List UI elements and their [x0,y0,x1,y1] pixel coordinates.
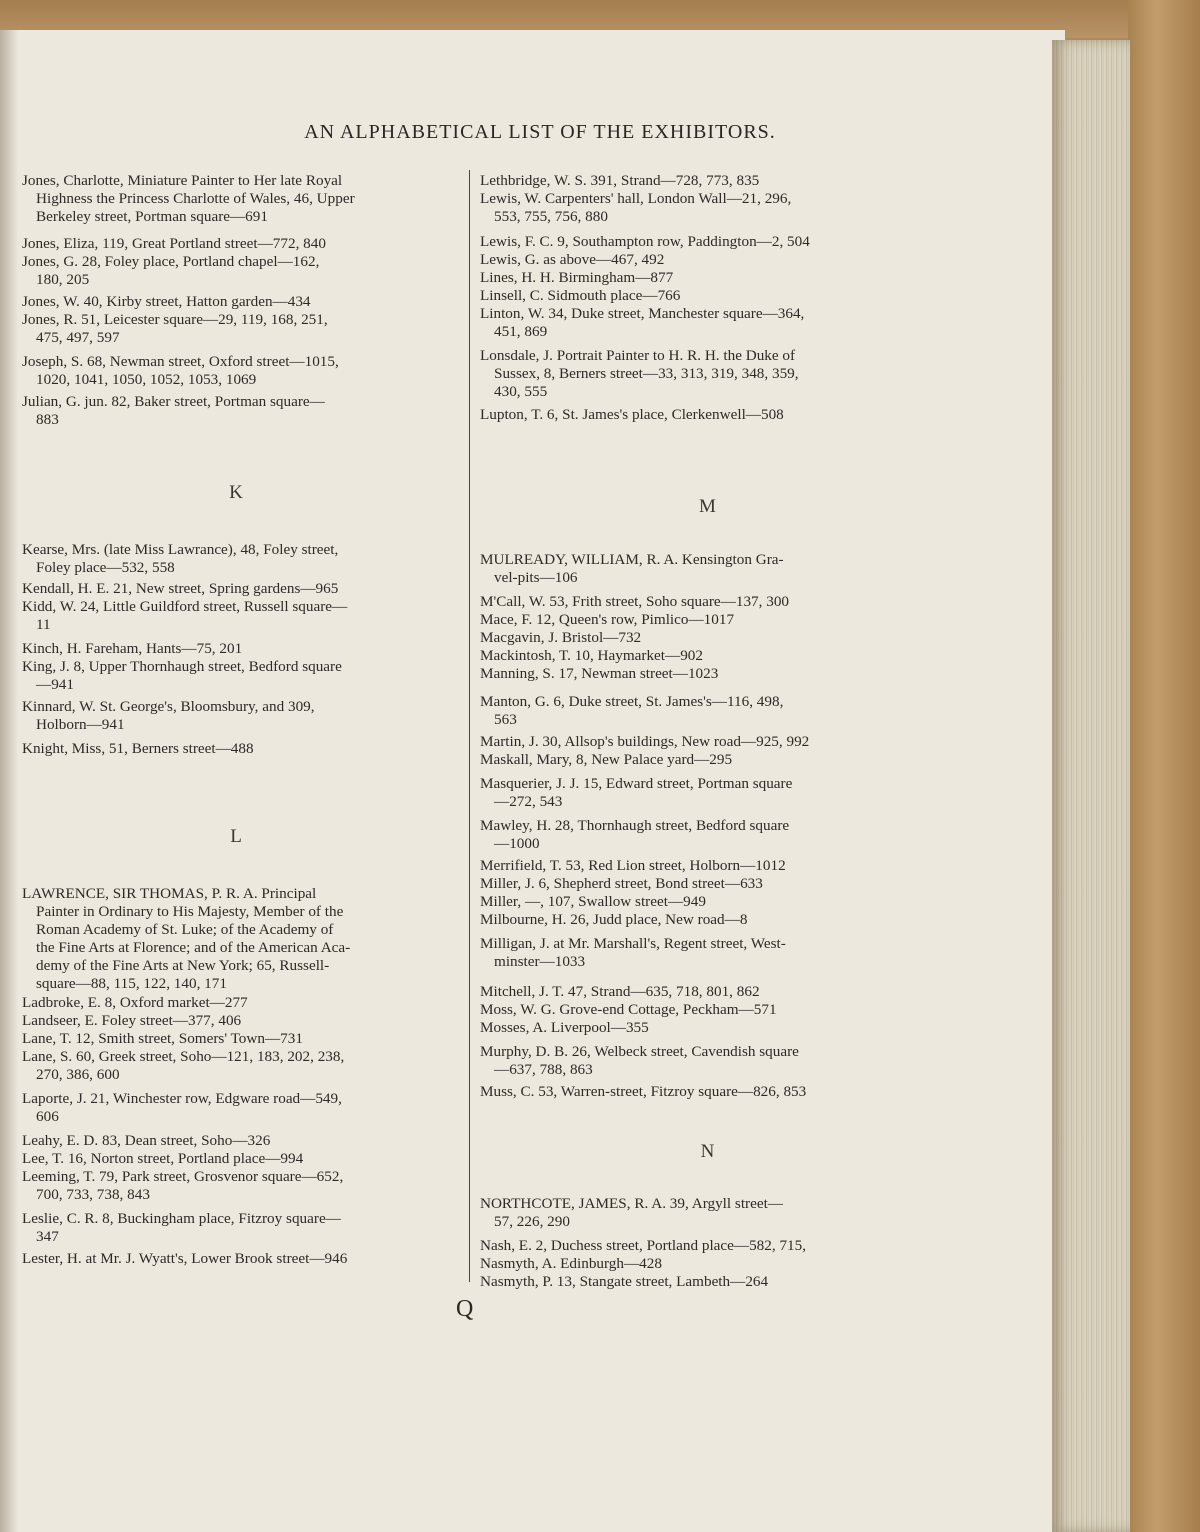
entry-line: Sussex, 8, Berners street—33, 313, 319, 348, 359, [494,365,799,382]
exhibitor-entry [480,817,935,853]
entry-line: Lane, T. 12, Smith street, Somers' Town—731 [22,1030,303,1047]
entry-line: Lee, T. 16, Norton street, Portland place—994 [22,1150,304,1167]
entry-line: King, J. 8, Upper Thornhaugh street, Bedford square [22,658,342,675]
entry-line: Joseph, S. 68, Newman street, Oxford street—1015, [22,353,339,370]
exhibitor-entry [480,287,935,305]
entry-line: Lethbridge, W. S. 391, Strand—728, 773, 835 [480,172,760,189]
exhibitor-entry [22,1210,468,1246]
exhibitor-entry [22,580,468,598]
entry-line: Mawley, H. 28, Thornhaugh street, Bedford square [480,817,790,834]
entry-line: MULREADY, WILLIAM, R. A. Kensington Gra- [480,551,784,568]
entry-line: 700, 733, 738, 843 [36,1186,150,1203]
exhibitor-entry [480,629,935,647]
exhibitor-entry [480,775,935,811]
column-divider [469,170,470,1282]
entry-line: LAWRENCE, SIR THOMAS, P. R. A. Principal [22,885,317,902]
gutter-shadow [0,30,18,1532]
entry-line: Miller, J. 6, Shepherd street, Bond street—633 [480,875,763,892]
entry-line: Maskall, Mary, 8, New Palace yard—295 [480,751,733,768]
exhibitor-entry [480,1195,935,1231]
exhibitor-entry [480,875,935,893]
exhibitor-entry [480,935,935,971]
running-head: AN ALPHABETICAL LIST OF THE EXHIBITORS. [304,121,776,143]
entry-line: 180, 205 [36,271,90,288]
exhibitor-entry [480,551,935,587]
entry-line: Nash, E. 2, Duchess street, Portland place—582, 715, [480,1237,807,1254]
exhibitor-entry [480,233,935,251]
entry-line: Berkeley street, Portman square—691 [36,208,268,225]
entry-line: Linton, W. 34, Duke street, Manchester square—364, [480,305,805,322]
entry-line: Leeming, T. 79, Park street, Grosvenor square—652, [22,1168,344,1185]
entry-line: Knight, Miss, 51, Berners street—488 [22,740,254,757]
entry-line: Lewis, G. as above—467, 492 [480,251,665,268]
entry-line: Jones, G. 28, Foley place, Portland chapel—162, [22,253,320,270]
entry-line: Kendall, H. E. 21, New street, Spring gardens—965 [22,580,339,597]
exhibitor-entry [480,1273,935,1291]
exhibitor-entry [22,1030,468,1048]
exhibitor-entry [22,353,468,389]
entry-line: Nasmyth, P. 13, Stangate street, Lambeth—264 [480,1273,769,1290]
entry-line: 430, 555 [494,383,548,400]
entry-line: Kearse, Mrs. (late Miss Lawrance), 48, Foley street, [22,541,339,558]
section-letter-l: L [230,826,242,847]
entry-line: 563 [494,711,517,728]
entry-line: Holborn—941 [36,716,125,733]
exhibitor-entry [480,611,935,629]
entry-line: Jones, R. 51, Leicester square—29, 119, 168, 251, [22,311,328,328]
entry-line: Moss, W. G. Grove-end Cottage, Peckham—571 [480,1001,777,1018]
entry-line: Mosses, A. Liverpool—355 [480,1019,649,1036]
entry-line: Martin, J. 30, Allsop's buildings, New road—925, 992 [480,733,810,750]
exhibitor-entry [480,751,935,769]
entry-line: Jones, Charlotte, Miniature Painter to Her late Royal [22,172,343,189]
exhibitor-entry [22,253,468,289]
entry-line: Miller, —, 107, Swallow street—949 [480,893,706,910]
exhibitor-entry [480,665,935,683]
entry-line: Linsell, C. Sidmouth place—766 [480,287,681,304]
entry-line: Roman Academy of St. Luke; of the Academy of [36,921,334,938]
exhibitor-entry [480,347,935,401]
entry-line: Foley place—532, 558 [36,559,175,576]
exhibitor-entry [22,698,468,734]
exhibitor-entry [22,1012,468,1030]
exhibitor-entry [22,541,468,577]
entry-line: Leahy, E. D. 83, Dean street, Soho—326 [22,1132,271,1149]
exhibitor-entry [480,983,935,1001]
exhibitor-entry [480,893,935,911]
exhibitor-entry [22,172,468,226]
exhibitor-entry [480,1237,935,1255]
signature-mark: Q [456,1296,474,1322]
exhibitor-entry [22,1150,468,1168]
entry-line: Milbourne, H. 26, Judd place, New road—8 [480,911,748,928]
exhibitor-entry [22,740,468,758]
exhibitor-entry [480,251,935,269]
entry-line: demy of the Fine Arts at New York; 65, Russell- [36,957,330,974]
entry-line: 270, 386, 600 [36,1066,120,1083]
entry-line: Kidd, W. 24, Little Guildford street, Russell square— [22,598,348,615]
entry-line: 57, 226, 290 [494,1213,570,1230]
entry-line: Macgavin, J. Bristol—732 [480,629,642,646]
section-letter-m: M [699,496,716,517]
entry-line: Lupton, T. 6, St. James's place, Clerkenwell—508 [480,406,784,423]
entry-line: —637, 788, 863 [494,1061,593,1078]
entry-line: 606 [36,1108,59,1125]
entry-line: Lane, S. 60, Greek street, Soho—121, 183, 202, 238, [22,1048,345,1065]
entry-line: 1020, 1041, 1050, 1052, 1053, 1069 [36,371,257,388]
entry-line: 553, 755, 756, 880 [494,208,608,225]
entry-line: M'Call, W. 53, Frith street, Soho square—137, 300 [480,593,790,610]
entry-line: Ladbroke, E. 8, Oxford market—277 [22,994,248,1011]
exhibitor-entry [22,598,468,634]
entry-line: Mackintosh, T. 10, Haymarket—902 [480,647,703,664]
exhibitor-entry [22,235,468,253]
exhibitor-entry [22,1048,468,1084]
exhibitor-entry [480,693,935,729]
exhibitor-entry [480,593,935,611]
entry-line: Manning, S. 17, Newman street—1023 [480,665,719,682]
entry-line: 475, 497, 597 [36,329,120,346]
exhibitor-entry [480,911,935,929]
entry-line: Mitchell, J. T. 47, Strand—635, 718, 801, 862 [480,983,760,1000]
entry-line: Julian, G. jun. 82, Baker street, Portman square— [22,393,325,410]
entry-line: square—88, 115, 122, 140, 171 [36,975,227,992]
section-letter-n: N [700,1141,715,1162]
exhibitor-entry [480,1043,935,1079]
entry-line: Milligan, J. at Mr. Marshall's, Regent street, West- [480,935,786,952]
entry-line: Kinch, H. Fareham, Hants—75, 201 [22,640,243,657]
entry-line: the Fine Arts at Florence; and of the American Aca- [36,939,351,956]
exhibitor-entry [480,1083,935,1101]
exhibitor-entry [22,293,468,311]
entry-line: 11 [36,616,51,633]
exhibitor-entry [22,640,468,658]
entry-line: NORTHCOTE, JAMES, R. A. 39, Argyll street— [480,1195,783,1212]
exhibitor-entry [22,1250,468,1268]
exhibitor-entry [22,994,468,1012]
entry-line: Lewis, W. Carpenters' hall, London Wall—21, 296, [480,190,792,207]
entry-line: Highness the Princess Charlotte of Wales, 46, Upper [36,190,355,207]
entry-line: Manton, G. 6, Duke street, St. James's—116, 498, [480,693,784,710]
entry-line: Lines, H. H. Birmingham—877 [480,269,674,286]
exhibitor-entry [480,857,935,875]
entry-line: Lewis, F. C. 9, Southampton row, Paddington—2, 504 [480,233,810,250]
entry-line: —941 [36,676,74,693]
entry-line: Murphy, D. B. 26, Welbeck street, Cavendish square [480,1043,799,1060]
entry-line: 451, 869 [494,323,548,340]
entry-line: Lonsdale, J. Portrait Painter to H. R. H. the Duke of [480,347,796,364]
page-edges [1052,40,1130,1532]
exhibitor-entry [480,1001,935,1019]
entry-line: Muss, C. 53, Warren-street, Fitzroy square—826, 853 [480,1083,807,1100]
exhibitor-entry [480,406,935,424]
exhibitor-entry [22,1168,468,1204]
entry-line: Landseer, E. Foley street—377, 406 [22,1012,242,1029]
entry-line: vel-pits—106 [494,569,578,586]
entry-line: Nasmyth, A. Edinburgh—428 [480,1255,662,1272]
exhibitor-entry [480,733,935,751]
entry-line: Jones, W. 40, Kirby street, Hatton garden—434 [22,293,311,310]
section-letter-k: K [229,482,243,503]
exhibitor-entry [480,190,935,226]
entry-line: Painter in Ordinary to His Majesty, Member of the [36,903,344,920]
entry-line: —272, 543 [494,793,563,810]
exhibitor-entry [480,647,935,665]
entry-line: 347 [36,1228,59,1245]
exhibitor-entry [480,269,935,287]
exhibitor-entry [480,1255,935,1273]
entry-line: Mace, F. 12, Queen's row, Pimlico—1017 [480,611,735,628]
entry-line: Lester, H. at Mr. J. Wyatt's, Lower Brook street—946 [22,1250,348,1267]
entry-line: Merrifield, T. 53, Red Lion street, Holborn—1012 [480,857,786,874]
entry-line: Masquerier, J. J. 15, Edward street, Portman square [480,775,793,792]
entry-line: Kinnard, W. St. George's, Bloomsbury, and 309, [22,698,315,715]
exhibitor-entry [22,1090,468,1126]
exhibitor-entry [22,311,468,347]
entry-line: 883 [36,411,59,428]
entry-line: —1000 [494,835,540,852]
exhibitor-entry [480,172,935,190]
exhibitor-entry [22,885,468,993]
exhibitor-entry [22,393,468,429]
entry-line: minster—1033 [494,953,586,970]
exhibitor-entry [22,658,468,694]
exhibitor-entry [480,1019,935,1037]
entry-line: Leslie, C. R. 8, Buckingham place, Fitzroy square— [22,1210,341,1227]
entry-line: Laporte, J. 21, Winchester row, Edgware road—549, [22,1090,342,1107]
exhibitor-entry [480,305,935,341]
book-cover-right [1128,0,1200,1532]
entry-line: Jones, Eliza, 119, Great Portland street—772, 840 [22,235,326,252]
exhibitor-entry [22,1132,468,1150]
